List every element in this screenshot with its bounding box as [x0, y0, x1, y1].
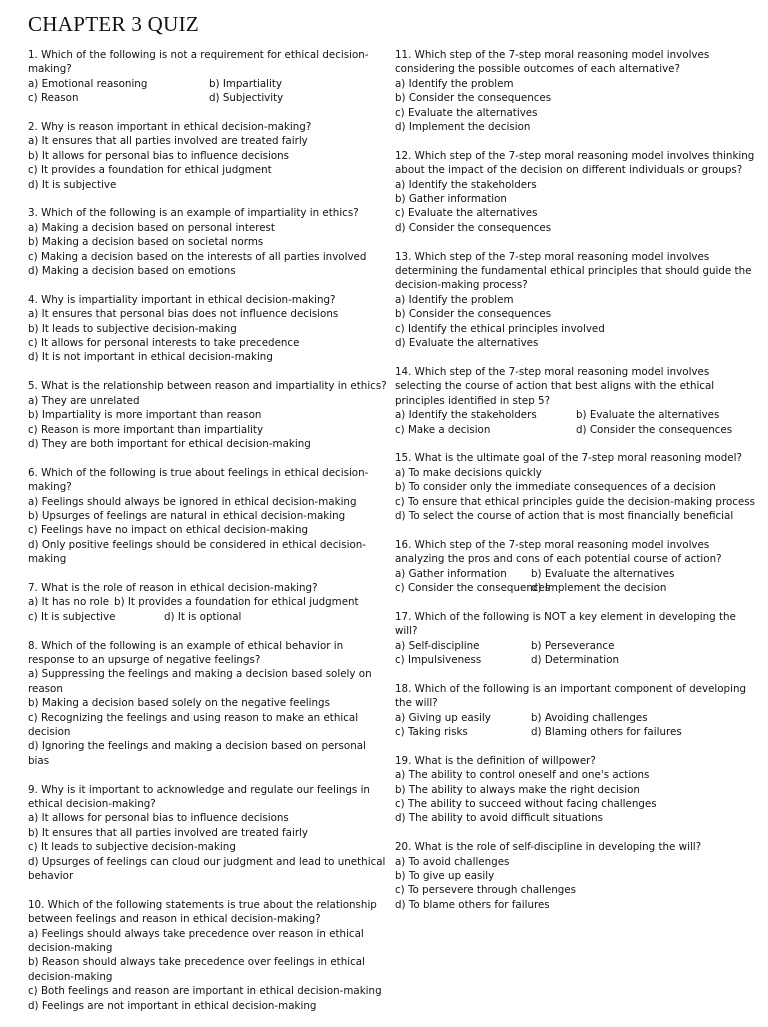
answer-option: c) The ability to succeed without facing challenges	[395, 798, 657, 810]
answer-option: a) Giving up easily	[395, 711, 491, 724]
answer-option: b) Upsurges of feelings are natural in ethical decision-making	[28, 509, 346, 522]
answer-option: d) Upsurges of feelings can cloud our judgment and lead to unethical behavior	[28, 855, 386, 883]
question-block	[395, 250, 757, 351]
answer-option: c) To ensure that ethical principles guide the decision-making process	[395, 495, 755, 508]
answer-option: b) It provides a foundation for ethical judgment	[114, 596, 359, 609]
question-text: 9. Why is it important to acknowledge and regulate our feelings in ethical decision-making?	[28, 783, 370, 810]
answer-option: a) Feelings should always take precedence over reason in ethical decision-making	[28, 927, 364, 955]
question-block	[395, 682, 757, 740]
answer-option: b) To consider only the immediate consequences of a decision	[395, 481, 716, 494]
answer-option: b) Evaluate the alternatives	[576, 409, 720, 422]
answer-option: d) Subjectivity	[209, 92, 284, 105]
answer-option: c) Taking risks	[395, 725, 468, 738]
answer-option: b) It allows for personal bias to influence decisions	[28, 149, 290, 162]
questions-column-right	[395, 48, 757, 927]
answer-option: b) To give up easily	[395, 870, 495, 883]
questions-column-left	[28, 48, 390, 1027]
answer-option: a) It allows for personal bias to influence decisions	[28, 812, 289, 825]
answer-option: c) It allows for personal interests to take precedence	[28, 337, 300, 350]
question-block	[28, 639, 390, 769]
answer-option: a) Suppressing the feelings and making a decision based solely on reason	[28, 668, 372, 695]
question-block	[395, 754, 757, 826]
answer-option: b) Consider the consequences	[395, 92, 552, 105]
answer-option: b) Evaluate the alternatives	[531, 567, 675, 580]
question-text: 3. Which of the following is an example of impartiality in ethics?	[28, 207, 359, 220]
question-text: 11. Which step of the 7-step moral reasoning model involves considering the possible outcomes of each alternative?	[395, 49, 710, 76]
answer-option: d) Making a decision based on emotions	[28, 265, 236, 278]
answer-option: a) It ensures that personal bias does not influence decisions	[28, 308, 339, 321]
answer-option: a) They are unrelated	[28, 394, 140, 407]
question-block	[28, 783, 390, 884]
answer-option: c) Feelings have no impact on ethical decision-making	[28, 524, 309, 537]
answer-option: a) Gather information	[395, 567, 507, 580]
answer-option: c) It leads to subjective decision-making	[28, 841, 236, 854]
answer-option: d) They are both important for ethical decision-making	[28, 437, 311, 450]
question-block	[28, 379, 390, 451]
answer-option: c) Impulsiveness	[395, 653, 482, 666]
page-title: CHAPTER 3 QUIZ	[28, 12, 200, 36]
question-text: 7. What is the role of reason in ethical decision-making?	[28, 581, 318, 594]
answer-option: b) It ensures that all parties involved are treated fairly	[28, 826, 309, 839]
answer-option: a) To make decisions quickly	[395, 466, 542, 479]
question-block	[28, 48, 390, 106]
question-text: 13. Which step of the 7-step moral reasoning model involves determining the fundamental ethical principles that should guide the decision-making process?	[395, 250, 752, 292]
answer-option: b) Perseverance	[531, 639, 615, 652]
answer-option: d) It is optional	[164, 610, 242, 623]
answer-option: a) To avoid challenges	[395, 855, 510, 868]
answer-option: c) Identify the ethical principles involved	[395, 322, 605, 335]
answer-option: d) Blaming others for failures	[531, 725, 682, 738]
question-block	[395, 840, 757, 912]
answer-option: c) Make a decision	[395, 423, 491, 436]
answer-option: a) Identify the problem	[395, 293, 514, 306]
question-text: 19. What is the definition of willpower?	[395, 754, 596, 767]
answer-option: b) Avoiding challenges	[531, 711, 648, 724]
question-text: 12. Which step of the 7-step moral reasoning model involves thinking about the impact of the decision on different individuals or groups?	[395, 149, 755, 177]
question-text: 4. Why is impartiality important in ethical decision-making?	[28, 293, 336, 306]
answer-option: c) Making a decision based on the interests of all parties involved	[28, 250, 367, 263]
answer-option: c) Reason is more important than impartiality	[28, 423, 264, 436]
answer-option: a) Identify the stakeholders	[395, 409, 537, 422]
answer-option: a) Emotional reasoning	[28, 77, 148, 90]
answer-option: c) Evaluate the alternatives	[395, 106, 538, 119]
answer-option: b) Making a decision based on societal norms	[28, 236, 264, 249]
question-text: 5. What is the relationship between reason and impartiality in ethics?	[28, 380, 387, 393]
answer-option: d) The ability to avoid difficult situations	[395, 812, 603, 825]
question-text: 8. Which of the following is an example of ethical behavior in response to an upsurge of negative feelings?	[28, 639, 344, 666]
answer-option: d) It is subjective	[28, 178, 117, 191]
answer-option: a) Making a decision based on personal interest	[28, 221, 275, 234]
answer-option: a) Self-discipline	[395, 639, 480, 652]
question-block	[28, 120, 390, 192]
answer-option: c) Recognizing the feelings and using reason to make an ethical decision	[28, 711, 359, 738]
question-block	[395, 365, 757, 437]
answer-option: d) Consider the consequences	[576, 423, 733, 436]
answer-option: b) The ability to always make the right decision	[395, 783, 640, 796]
question-text: 6. Which of the following is true about feelings in ethical decision-making?	[28, 466, 369, 494]
answer-option: a) Identify the problem	[395, 77, 514, 90]
question-text: 1. Which of the following is not a requirement for ethical decision-making?	[28, 49, 369, 76]
answer-option: b) Impartiality is more important than reason	[28, 409, 262, 422]
answer-option: c) Both feelings and reason are important in ethical decision-making	[28, 985, 382, 998]
question-text: 14. Which step of the 7-step moral reasoning model involves selecting the course of action that best aligns with the ethical principles identified in step 5?	[395, 365, 715, 407]
answer-option: d) Only positive feelings should be considered in ethical decision-making	[28, 538, 367, 566]
answer-option: b) Gather information	[395, 193, 507, 206]
question-text: 10. Which of the following statements is true about the relationship between feelings and reason in ethical decision-making?	[28, 898, 377, 926]
answer-option: c) It provides a foundation for ethical judgment	[28, 164, 272, 177]
question-text: 2. Why is reason important in ethical decision-making?	[28, 121, 312, 134]
question-text: 17. Which of the following is NOT a key element in developing the will?	[395, 610, 736, 638]
answer-option: c) Evaluate the alternatives	[395, 207, 538, 220]
answer-option: c) To persevere through challenges	[395, 884, 576, 897]
question-block	[395, 610, 757, 668]
answer-option: a) It ensures that all parties involved are treated fairly	[28, 135, 308, 148]
answer-option: b) It leads to subjective decision-making	[28, 322, 237, 335]
answer-option: d) To select the course of action that is most financially beneficial	[395, 509, 734, 522]
question-block	[28, 898, 390, 1013]
question-text: 15. What is the ultimate goal of the 7-step moral reasoning model?	[395, 452, 742, 465]
answer-option: d) Ignoring the feelings and making a decision based on personal bias	[28, 740, 366, 767]
answer-option: d) Determination	[531, 653, 619, 666]
answer-option: b) Reason should always take precedence over feelings in ethical decision-making	[28, 956, 365, 983]
question-block	[395, 149, 757, 235]
question-block	[395, 451, 757, 523]
answer-option: d) To blame others for failures	[395, 898, 550, 911]
answer-option: a) Feelings should always be ignored in ethical decision-making	[28, 495, 357, 508]
answer-option: d) Implement the decision	[531, 581, 667, 594]
answer-option: d) Consider the consequences	[395, 221, 552, 234]
question-block	[28, 206, 390, 278]
question-block	[28, 293, 390, 365]
question-block	[395, 538, 757, 596]
answer-option: c) Reason	[28, 92, 79, 105]
question-text: 18. Which of the following is an important component of developing the will?	[395, 682, 747, 710]
answer-option: b) Making a decision based solely on the negative feelings	[28, 697, 330, 710]
question-text: 16. Which step of the 7-step moral reasoning model involves analyzing the pros and cons of each potential course of action?	[395, 538, 722, 566]
answer-option: d) Implement the decision	[395, 121, 531, 134]
answer-option: b) Consider the consequences	[395, 308, 552, 321]
question-block	[28, 466, 390, 567]
answer-option: d) Evaluate the alternatives	[395, 337, 539, 350]
answer-option: d) Feelings are not important in ethical decision-making	[28, 999, 317, 1012]
answer-option: c) It is subjective	[28, 610, 116, 623]
question-text: 20. What is the role of self-discipline in developing the will?	[395, 841, 702, 854]
answer-option: d) It is not important in ethical decision-making	[28, 351, 273, 364]
answer-option: a) Identify the stakeholders	[395, 178, 537, 191]
answer-option: a) The ability to control oneself and one's actions	[395, 769, 650, 782]
question-block	[395, 48, 757, 134]
answer-option: c) Consider the consequences	[395, 581, 551, 594]
answer-option: b) Impartiality	[209, 77, 283, 90]
answer-option: a) It has no role	[28, 596, 110, 609]
question-block	[28, 581, 390, 624]
